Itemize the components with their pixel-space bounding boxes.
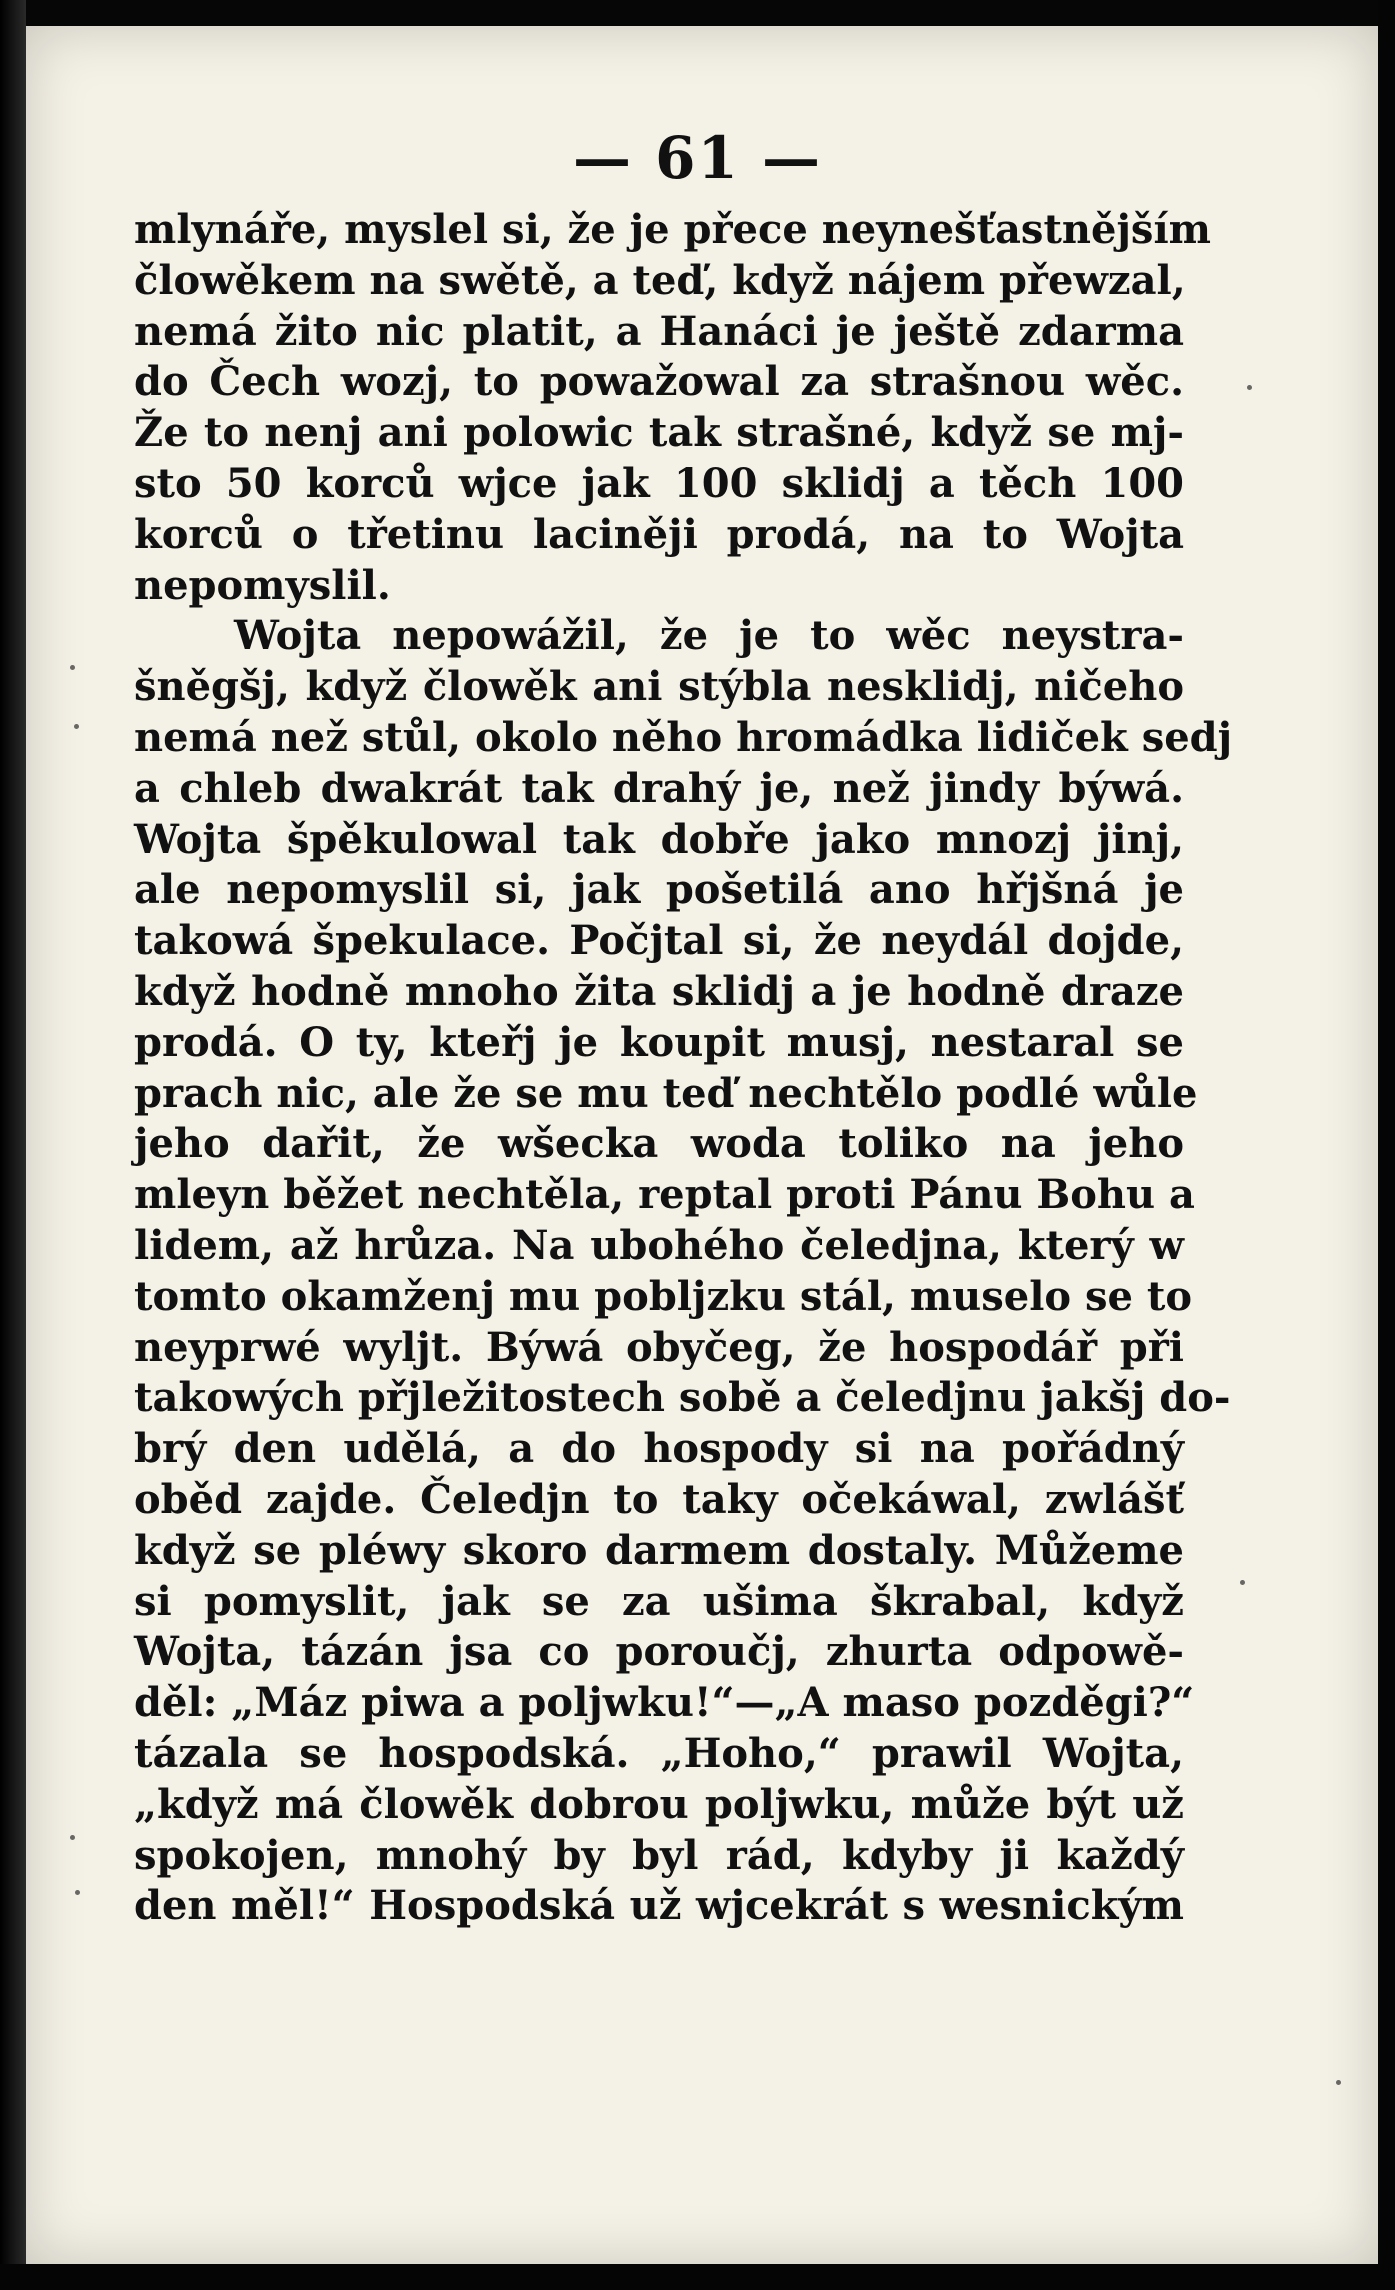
text-line: tázala se hospodská. „Hoho,“ prawil Wojta, <box>134 1729 1184 1777</box>
text-line: děl: „Máz piwa a poljwku!“—„A maso pozděgi?“ <box>134 1679 1195 1727</box>
text-line: „když má člowěk dobrou poljwku, může být už <box>134 1780 1184 1828</box>
text-line: takowých přjležitostech sobě a čeledjnu jakšj do- <box>134 1374 1231 1422</box>
text-line: lidem, až hrůza. Na ubohého čeledjna, který w <box>134 1221 1184 1269</box>
scan-top-border <box>0 0 1395 26</box>
text-line: den měl!“ Hospodská už wjcekrát s wesnickým <box>134 1882 1184 1930</box>
scan-right-border <box>1378 0 1395 2290</box>
text-line: Že to nenj ani polowic tak strašné, když se mj- <box>134 409 1184 457</box>
text-line: šněgšj, když člowěk ani stýbla nesklidj, ničeho <box>134 663 1184 711</box>
text-line: mlynáře, myslel si, že je přece neynešťastnějším <box>134 206 1211 253</box>
scan-speck <box>74 724 79 729</box>
text-line: spokojen, mnohý by byl rád, kdyby ji každý <box>134 1831 1184 1879</box>
text-line: nemá než stůl, okolo něho hromádka lidiček sedj <box>134 713 1233 761</box>
scan-speck <box>75 1890 80 1895</box>
body-text <box>134 205 1233 1932</box>
text-line: oběd zajde. Čeledjn to taky očekáwal, zwlášť <box>134 1475 1184 1523</box>
scan-speck <box>1240 1580 1245 1585</box>
text-line: neyprwé wyljt. Býwá obyčeg, že hospodář při <box>134 1323 1184 1371</box>
text-line: takowá špekulace. Počjtal si, že neydál dojde, <box>134 917 1184 965</box>
scan-speck <box>70 1835 75 1840</box>
page-number: — 61 — <box>572 124 823 192</box>
text-line: když se pléwy skoro darmem dostaly. Můžeme <box>134 1526 1184 1574</box>
text-line: když hodně mnoho žita sklidj a je hodně draze <box>134 967 1184 1015</box>
text-line: nepomyslil. <box>134 561 391 609</box>
text-line: mleyn běžet nechtěla, reptal proti Pánu Bohu a <box>134 1171 1195 1219</box>
text-line: prodá. O ty, kteřj je koupit musj, nestaral se <box>134 1018 1184 1066</box>
text-line: si pomyslit, jak se za ušima škrabal, když <box>134 1577 1184 1625</box>
scan-speck <box>1336 2080 1341 2085</box>
text-line: prach nic, ale že se mu teď nechtělo podlé wůle <box>134 1069 1198 1117</box>
text-line: do Čech wozj, to powažowal za strašnou wěc. <box>134 358 1184 406</box>
text-line: Wojta nepowážil, že je to wěc neystra- <box>234 612 1184 660</box>
scan-bottom-border <box>0 2264 1395 2290</box>
scan-speck <box>1247 385 1252 390</box>
text-line: sto 50 korců wjce jak 100 sklidj a těch 100 <box>134 459 1184 507</box>
text-line: korců o třetinu laciněji prodá, na to Wojta <box>134 510 1184 558</box>
text-line: Wojta špěkulowal tak dobře jako mnozj jinj, <box>134 815 1184 863</box>
scan-speck <box>70 665 75 670</box>
text-line: a chleb dwakrát tak drahý je, než jindy býwá. <box>134 764 1184 812</box>
text-line: brý den udělá, a do hospody si na pořádný <box>134 1425 1184 1473</box>
text-line: tomto okamženj mu pobljzku stál, muselo se to <box>134 1272 1193 1320</box>
text-line: nemá žito nic platit, a Hanáci je ještě zdarma <box>134 307 1184 355</box>
text-line: člowěkem na swětě, a teď, když nájem přewzal, <box>134 256 1186 304</box>
text-line: jeho dařit, že wšecka woda toliko na jeho <box>134 1120 1184 1168</box>
text-line: Wojta, tázán jsa co poroučj, zhurta odpowě- <box>134 1628 1184 1676</box>
text-line: ale nepomyslil si, jak pošetilá ano hřjšná je <box>134 866 1184 914</box>
scan-left-border <box>0 0 26 2290</box>
